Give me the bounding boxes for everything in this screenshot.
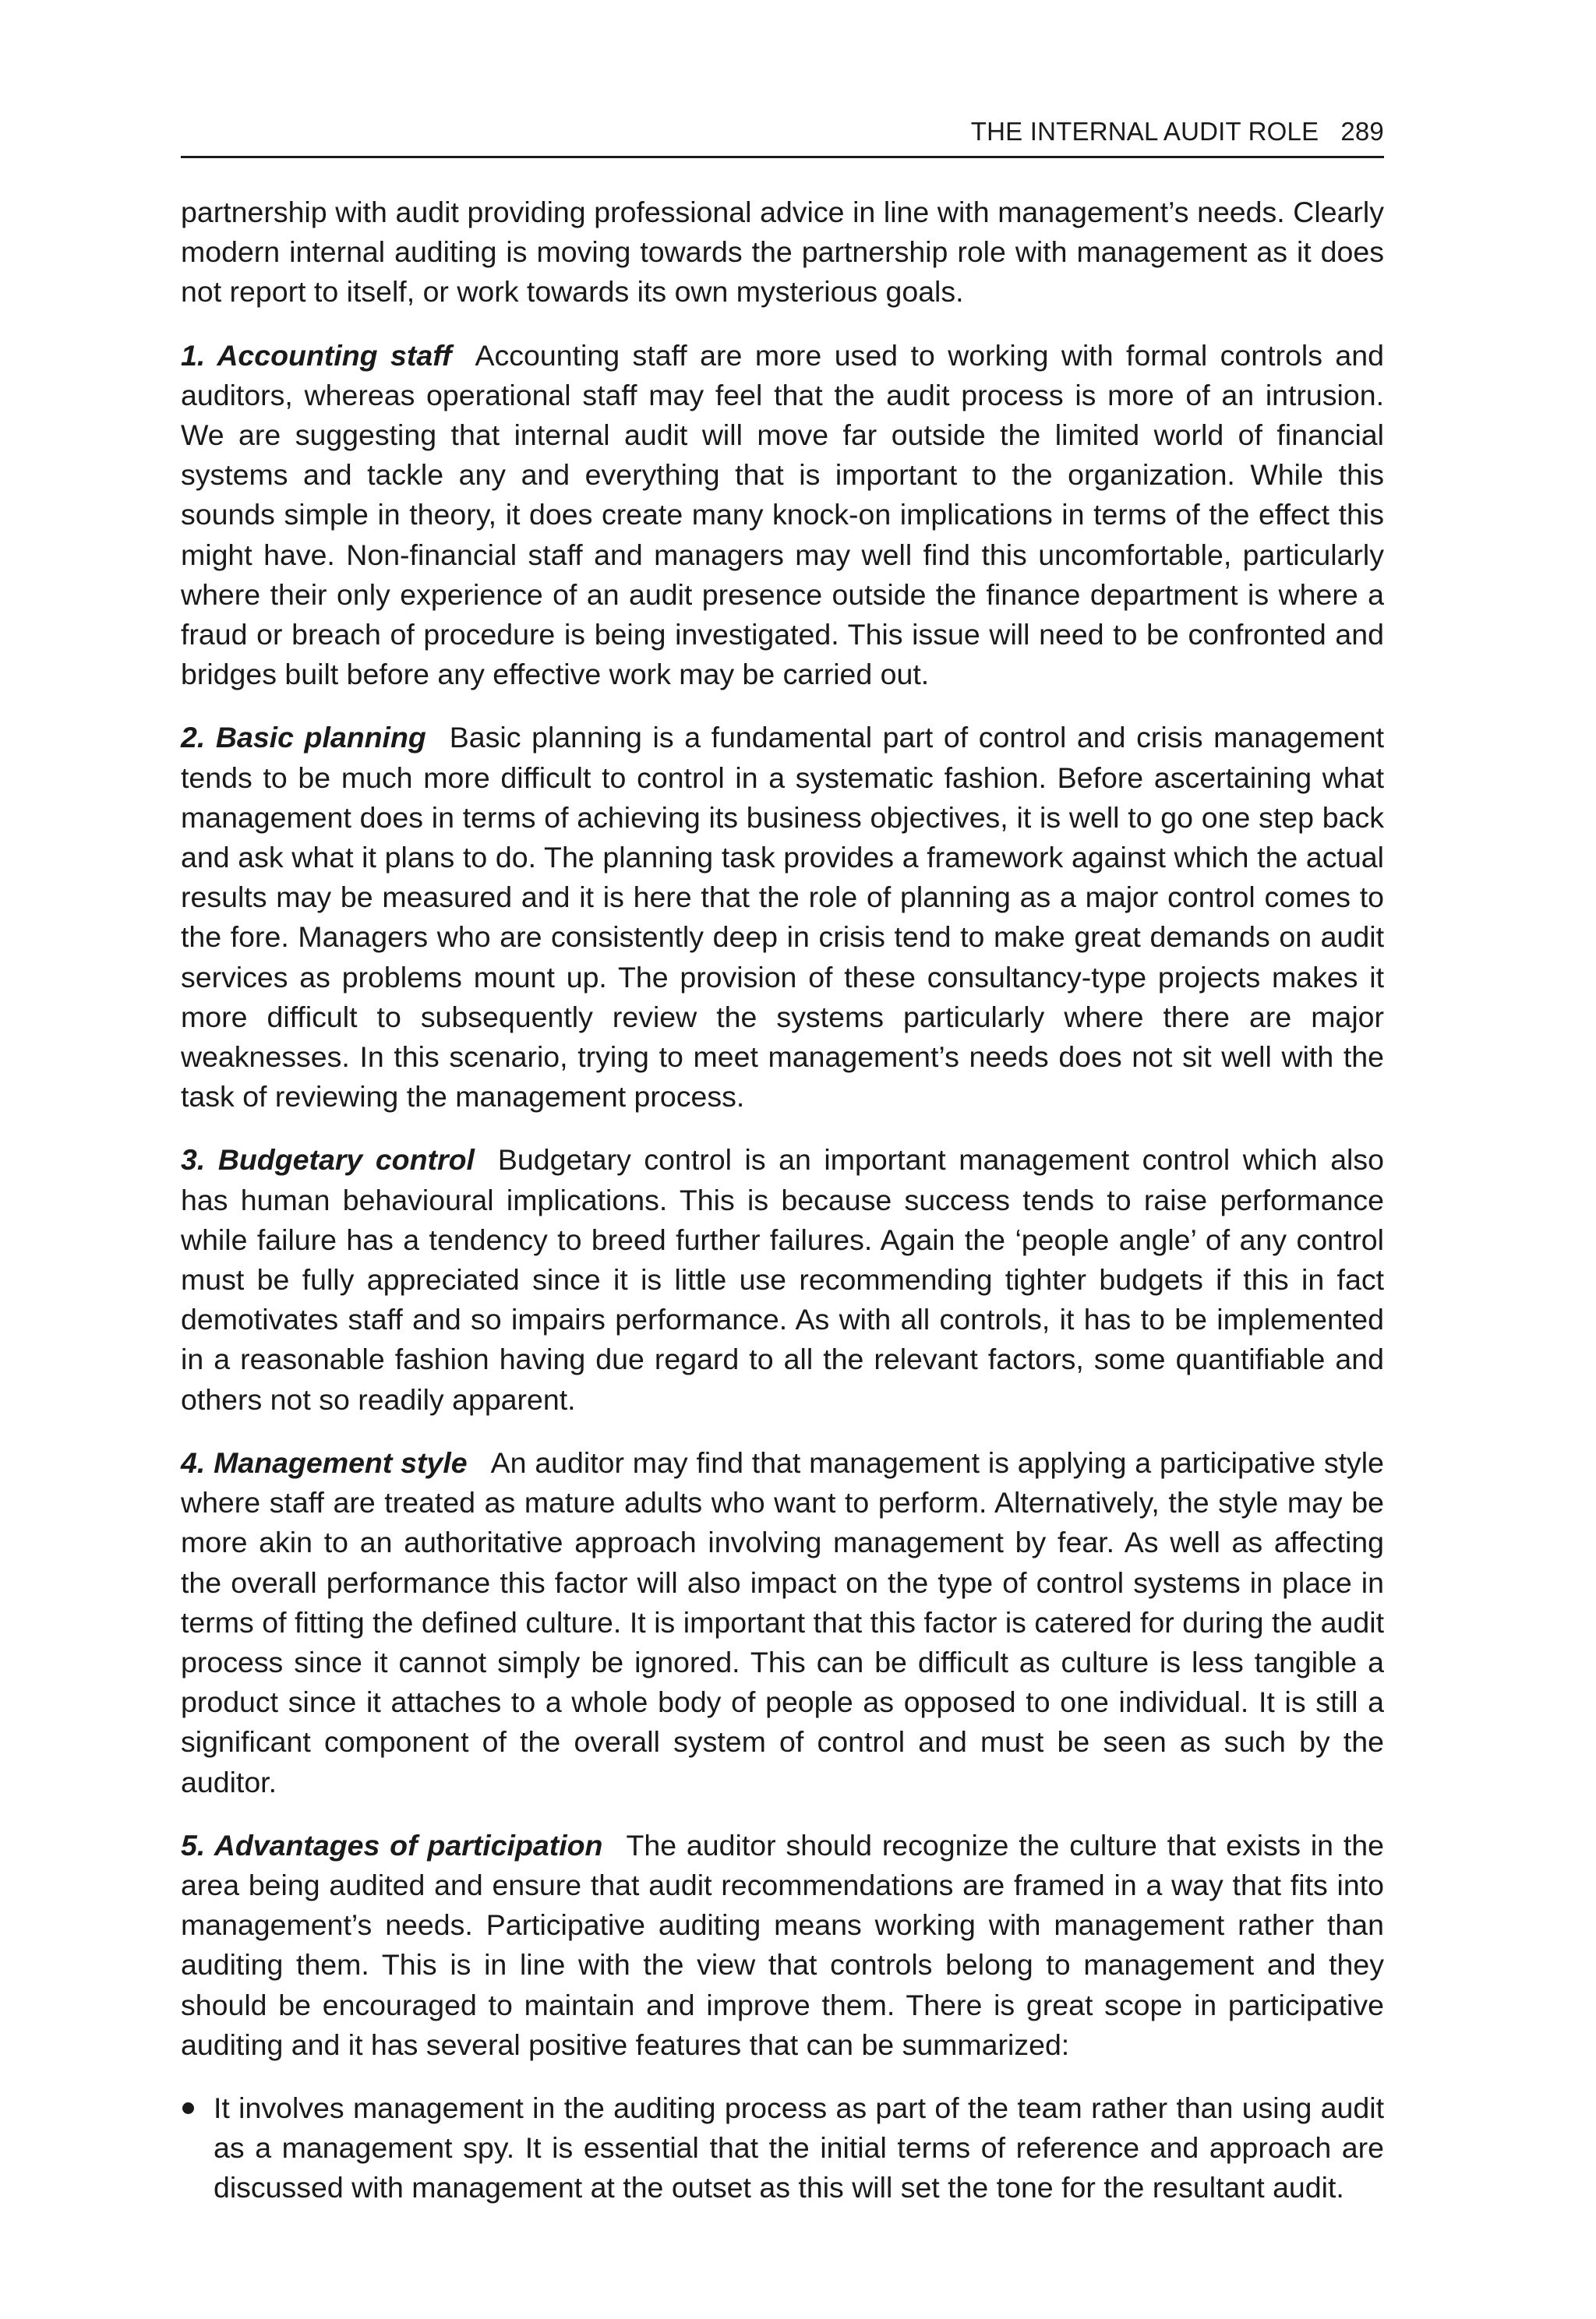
section-text: An auditor may find that management is applying a participative style where staff are treated as mature adults who want to perform. Alternatively, the style may be more akin to an authoritative approach involving management by fear. As well as affecting the overall performance this factor will also impact on the type of control systems in place in terms of fitting the defined culture. It is important that this factor is catered for during the audit process since it cannot simply be ignored. This can be difficult as culture is less tangible a product since it attaches to a whole body of people as opposed to one individual. It is still a significant component of the overall system of control and must be seen as such by the auditor. (181, 1445, 1384, 1798)
section-heading: 3. Budgetary control (181, 1143, 475, 1177)
section-paragraph (181, 1826, 1384, 2065)
section-paragraph (181, 718, 1384, 1117)
section-heading: 5. Advantages of participation (181, 1828, 603, 1862)
bullet-list (181, 2088, 1384, 2208)
section-text: Budgetary control is an important management control which also has human behavioural implications. This is because success tends to raise performance while failure has a tendency to breed further failures. Again the ‘people angle’ of any control must be fully appreciated since it is little use recommending tighter budgets if this in fact demotivates staff and so impairs performance. As with all controls, it has to be implemented in a reasonable fashion having due regard to all the relevant factors, some quantifiable and others not so readily apparent. (181, 1143, 1384, 1416)
running-header-title: THE INTERNAL AUDIT ROLE (970, 117, 1319, 146)
page-body (181, 192, 1384, 2208)
list-item (181, 2088, 1384, 2208)
bullet-icon (182, 2102, 194, 2114)
section-text: The auditor should recognize the culture that exists in the area being audited and ensure that audit recommendations are framed in a way that fits into management’s needs. Participative auditing means working with management rather than auditing them. This is in line with the view that controls belong to management and they should be encouraged to maintain and improve them. There is great scope in participative auditing and it has several positive features that can be summarized: (181, 1828, 1384, 2061)
section-heading: 1. Accounting staff (181, 338, 452, 372)
book-page (181, 117, 1384, 2208)
section-paragraph (181, 336, 1384, 695)
section-heading: 4. Management style (181, 1445, 468, 1479)
section-text: Accounting staff are more used to working with formal controls and auditors, whereas operational staff may feel that the audit process is more of an intrusion. We are suggesting that internal audit will move far outside the limited world of financial systems and tackle any and everything that is important to the organization. While this sounds simple in theory, it does create many knock-on implications in terms of the effect this might have. Non-financial staff and managers may well find this uncomfortable, particularly where their only experience of an audit presence outside the finance department is where a fraud or breach of procedure is being investigated. This issue will need to be confronted and bridges built before any effective work may be carried out. (181, 338, 1384, 691)
section-text: Basic planning is a fundamental part of control and crisis management tends to be much more difficult to control in a systematic fashion. Before ascertaining what management does in terms of achieving its business objectives, it is well to go one step back and ask what it plans to do. The planning task provides a framework against which the actual results may be measured and it is here that the role of planning as a major control comes to the fore. Managers who are consistently deep in crisis tend to make great demands on audit services as problems mount up. The provision of these consultancy-type projects makes it more difficult to subsequently review the systems particularly where there are major weaknesses. In this scenario, trying to meet management’s needs does not sit well with the task of reviewing the management process. (181, 721, 1385, 1114)
section-paragraph (181, 1140, 1384, 1419)
bullet-text: It involves management in the auditing process as part of the team rather than using audit as a management spy. It is essential that the initial terms of reference and approach are discussed with management at the outset as this will set the tone for the resultant audit. (214, 2091, 1384, 2204)
section-paragraph (181, 1443, 1384, 1802)
intro-paragraph: partnership with audit providing professional advice in line with management’s needs. Clearly modern internal auditing is moving towards the partnership role with management as it does not report to itself, or work towards its own mysterious goals. (181, 196, 1384, 309)
page-number: 289 (1340, 117, 1384, 146)
running-header (181, 117, 1384, 158)
section-heading: 2. Basic planning (181, 721, 426, 754)
